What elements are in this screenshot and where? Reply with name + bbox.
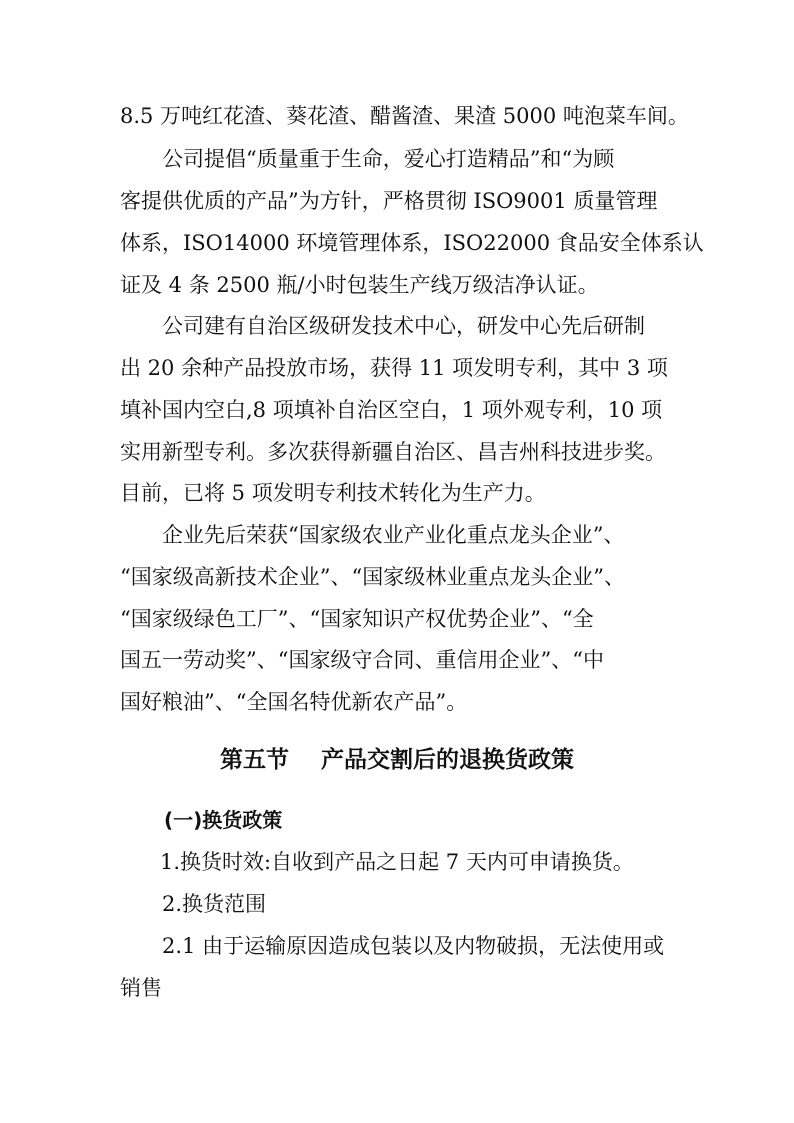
- paragraph-2-line-2: 客提供优质的产品”为方针，严格贯彻 ISO9001 质量管理: [120, 189, 658, 213]
- paragraph-3-line-5: 目前，已将 5 项发明专利技术转化为生产力。: [120, 481, 546, 505]
- exchange-scope-item: 2.换货范围: [162, 892, 267, 916]
- paragraph-2-line-1: 公司提倡“质量重于生命，爱心打造精品”和“为顾: [162, 147, 615, 171]
- paragraph-3-line-4: 实用新型专利。多次获得新疆自治区、昌吉州科技进步奖。: [120, 440, 666, 464]
- exchange-period-item: 1.换货时效:自收到产品之日起 7 天内可申请换货。: [160, 850, 634, 874]
- exchange-scope-2-1-line-1: 2.1 由于运输原因造成包装以及内物破损，无法使用或: [162, 934, 665, 958]
- section-subtitle: (一)换货政策: [164, 808, 283, 832]
- paragraph-4-line-5: 国好粮油”、“全国名特优新农产品”。: [120, 690, 468, 714]
- paragraph-4-line-1: 企业先后荣获“国家级农业产业化重点龙头企业”、: [162, 523, 625, 547]
- paragraph-3-line-3: 填补国内空白,8 项填补自治区空白，1 项外观专利，10 项: [120, 398, 663, 422]
- paragraph-4-line-3: “国家级绿色工厂”、“国家知识产权优势企业”、“全: [120, 607, 594, 631]
- paragraph-3-line-1: 公司建有自治区级研发技术中心，研发中心先后研制: [162, 314, 645, 338]
- exchange-scope-2-1-line-2: 销售: [120, 976, 162, 1000]
- paragraph-4-line-4: 国五一劳动奖”、“国家级守合同、重信用企业”、“中: [120, 648, 604, 672]
- paragraph-3-line-2: 出 20 余种产品投放市场，获得 11 项发明专利，其中 3 项: [120, 356, 668, 380]
- paragraph-2-line-3: 体系，ISO14000 环境管理体系，ISO22000 食品安全体系认: [120, 231, 704, 255]
- section-title: 第五节 产品交割后的退换货政策: [219, 747, 575, 773]
- paragraph-2-line-4: 证及 4 条 2500 瓶/小时包装生产线万级洁净认证。: [120, 273, 599, 297]
- paragraph-4-line-2: “国家级高新技术企业”、“国家级林业重点龙头企业”、: [120, 565, 625, 589]
- paragraph-1-line-1: 8.5 万吨红花渣、葵花渣、醋酱渣、果渣 5000 吨泡菜车间。: [120, 104, 689, 128]
